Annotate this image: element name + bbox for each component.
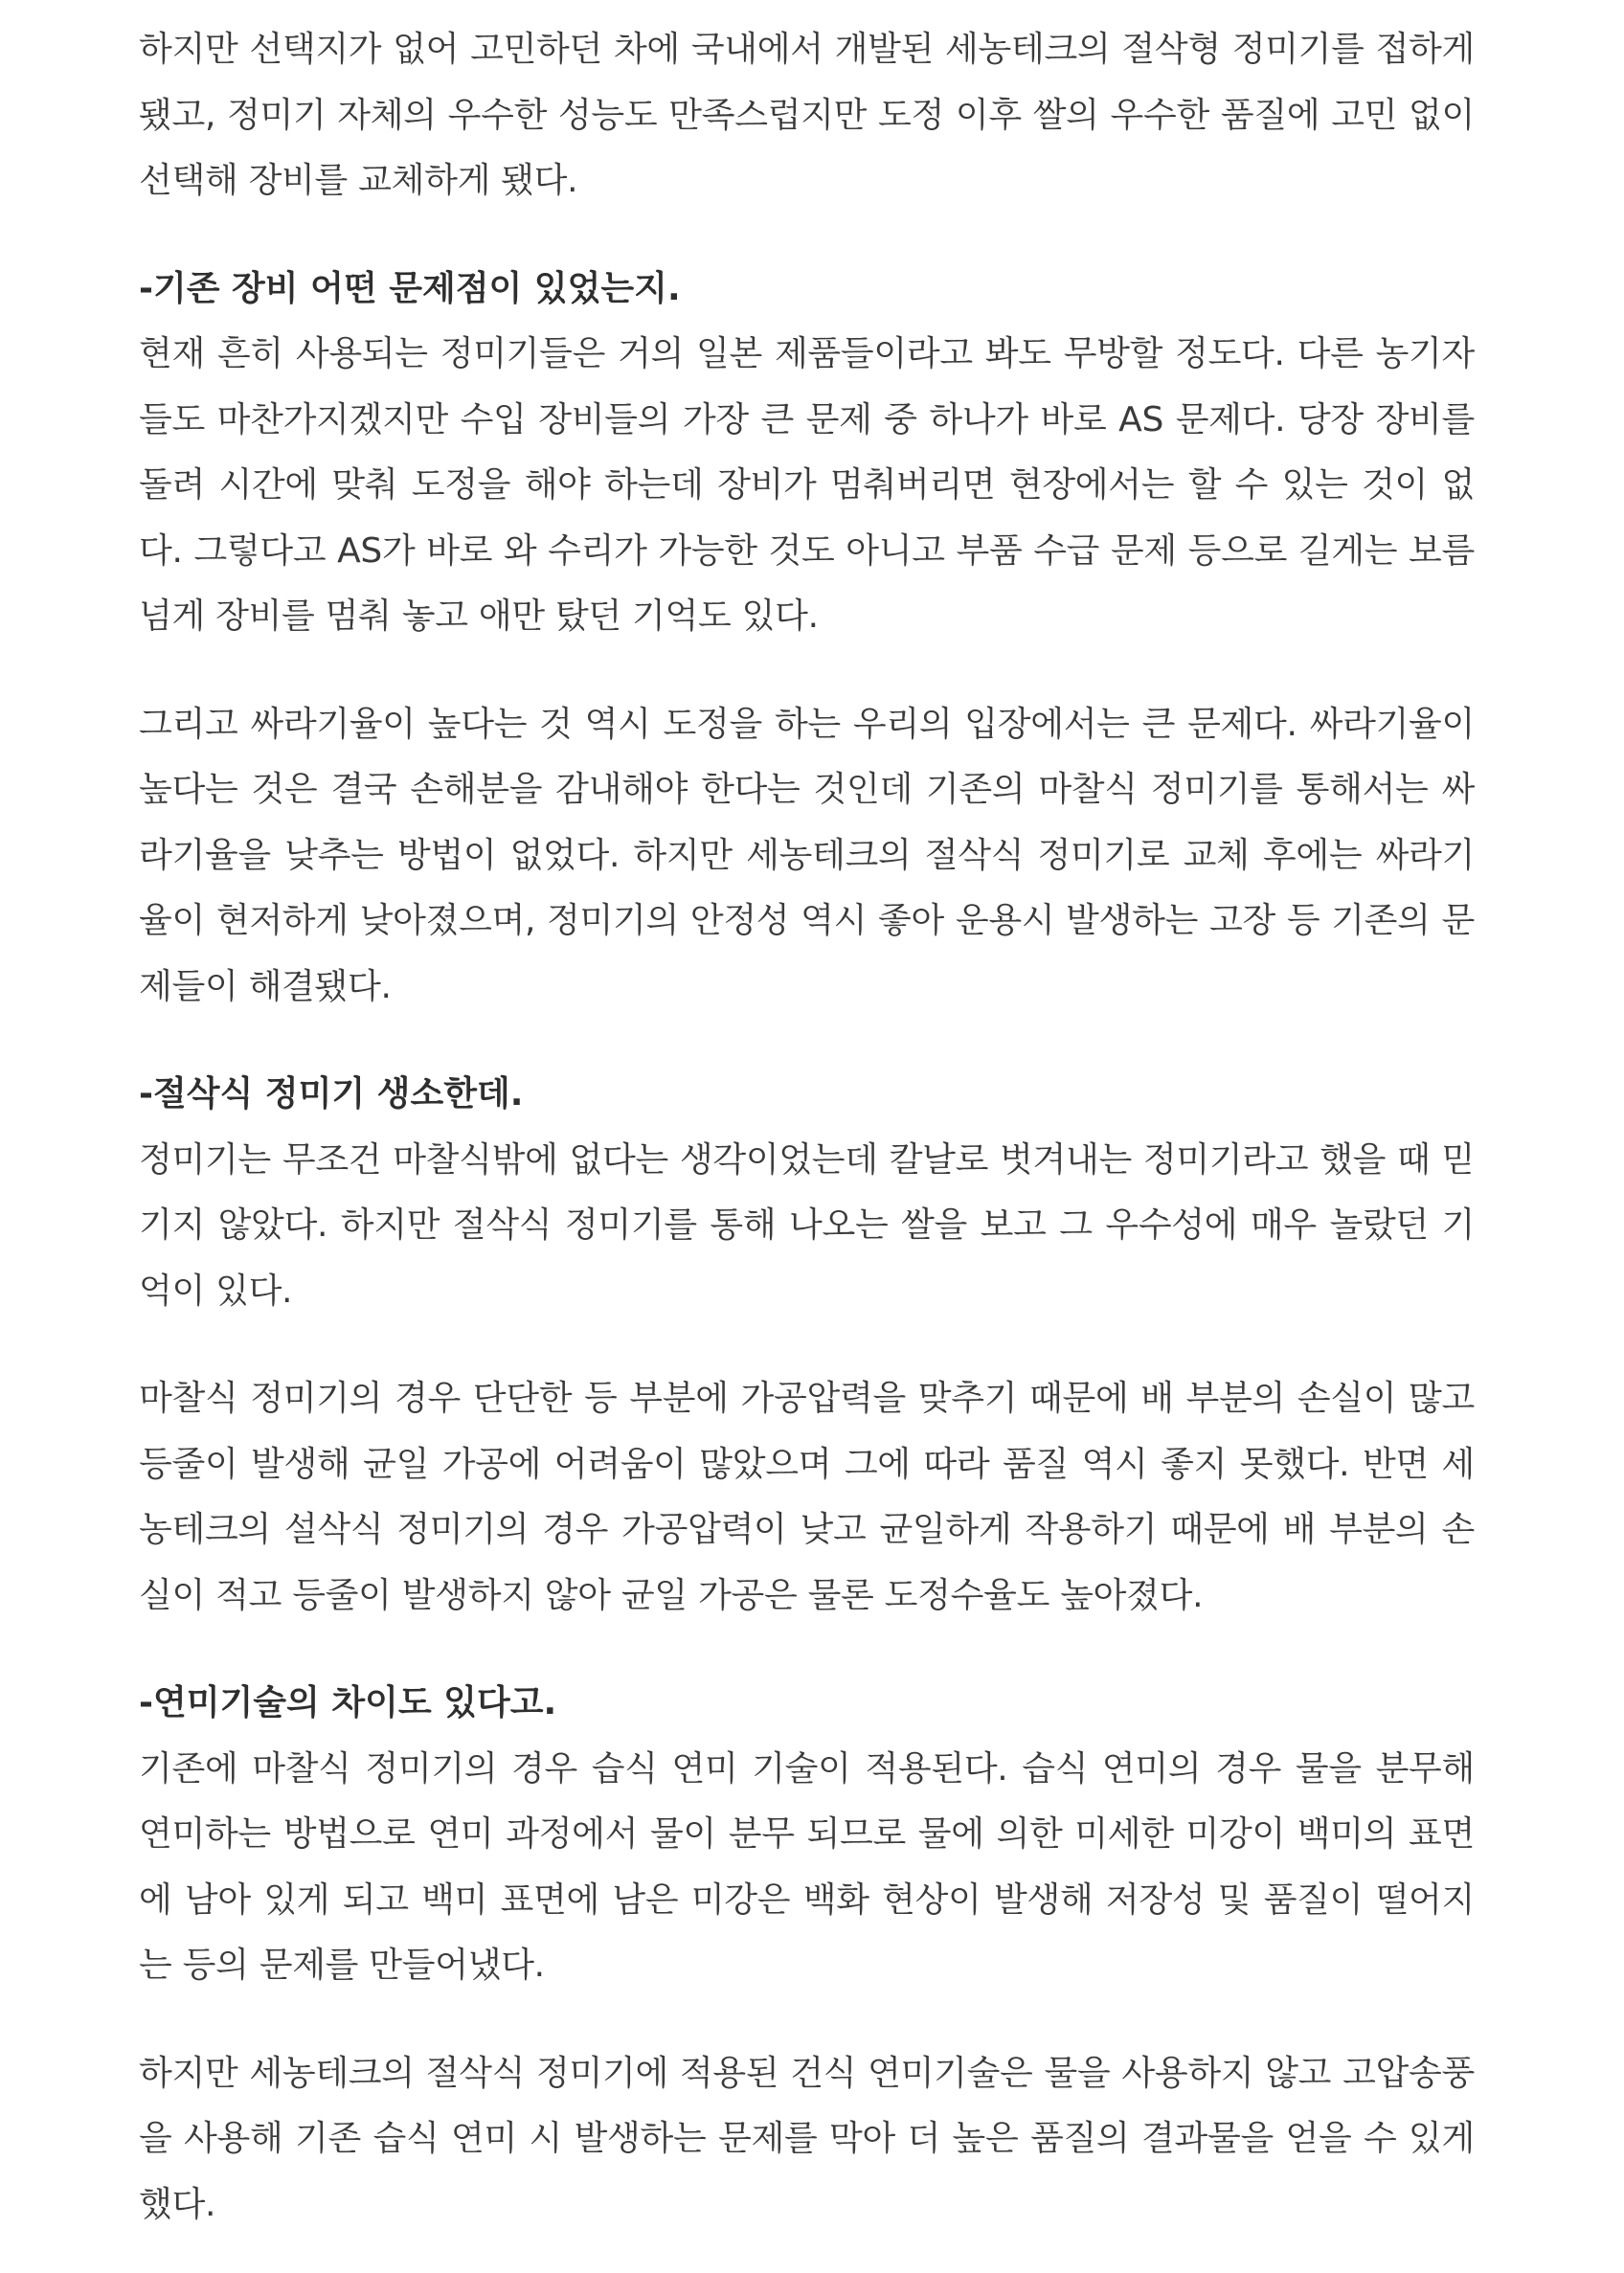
paragraph-intro: 하지만 선택지가 없어 고민하던 차에 국내에서 개발된 세농테크의 절삭형 정미기를 접하게 됐고, 정미기 자체의 우수한 성능도 만족스럽지만 도정 이후 쌀의 우수한 품질에 고민 없이 선택해 장비를 교체하게 됐다.	[139, 30, 1475, 200]
paragraph-gap	[139, 1999, 1475, 2041]
section-heading-cutting-mill: -절삭식 정미기 생소한데.	[139, 1074, 524, 1114]
document-page	[139, 17, 1475, 2238]
paragraph-gap	[139, 214, 1475, 257]
paragraph-gap	[139, 1324, 1475, 1366]
paragraph-dry-polishing: 하지만 세농테크의 절삭식 정미기에 적용된 건식 연미기술은 물을 사용하지 않고 고압송풍을 사용해 기존 습식 연미 시 발생하는 문제를 막아 더 높은 품질의 결과물을 얻을 수 있게 했다.	[139, 2053, 1475, 2224]
paragraph-gap	[139, 650, 1475, 692]
paragraph-gap	[139, 1629, 1475, 1671]
paragraph-broken-rice-rate: 그리고 싸라기율이 높다는 것 역시 도정을 하는 우리의 입장에서는 큰 문제다. 싸라기율이 높다는 것은 결국 손해분을 감내해야 한다는 것인데 기존의 마찰식 정미기를 통해서는 싸라기율을 낮추는 방법이 없었다. 하지만 세농테크의 절삭식 정미기로 교체 후에는 싸라기율이 현저하게 낮아졌으며, 정미기의 안정성 역시 좋아 운용시 발생하는 고장 등 기존의 문제들이 해결됐다.	[139, 704, 1475, 1006]
paragraph-gap	[139, 1020, 1475, 1062]
paragraph-cutting-mill-impression: 정미기는 무조건 마찰식밖에 없다는 생각이었는데 칼날로 벗겨내는 정미기라고 했을 때 믿기지 않았다. 하지만 절삭식 정미기를 통해 나오는 쌀을 보고 그 우수성에 매우 놀랐던 기억이 있다.	[139, 1139, 1475, 1311]
section-heading-equipment-problems: -기존 장비 어떤 문제점이 있었는지.	[139, 268, 681, 308]
paragraph-wet-polishing: 기존에 마찰식 정미기의 경우 습식 연미 기술이 적용된다. 습식 연미의 경우 물을 분무해 연미하는 방법으로 연미 과정에서 물이 분무 되므로 물에 의한 미세한 미강이 백미의 표면에 남아 있게 되고 백미 표면에 남은 미강은 백화 현상이 발생해 저장성 및 품질이 떨어지는 등의 문제를 만들어냈다.	[139, 1748, 1475, 1985]
paragraph-friction-vs-cutting: 마찰식 정미기의 경우 단단한 등 부분에 가공압력을 맞추기 때문에 배 부분의 손실이 많고 등줄이 발생해 균일 가공에 어려움이 많았으며 그에 따라 품질 역시 좋지 못했다. 반면 세농테크의 설삭식 정미기의 경우 가공압력이 낮고 균일하게 작용하기 때문에 배 부분의 손실이 적고 등줄이 발생하지 않아 균일 가공은 물론 도정수율도 높아졌다.	[139, 1379, 1475, 1615]
paragraph-as-problem: 현재 흔히 사용되는 정미기들은 거의 일본 제품들이라고 봐도 무방할 정도다. 다른 농기자들도 마찬가지겠지만 수입 장비들의 가장 큰 문제 중 하나가 바로 AS 문제다. 당장 장비를 돌려 시간에 맞춰 도정을 해야 하는데 장비가 멈춰버리면 현장에서는 할 수 있는 것이 없다. 그렇다고 AS가 바로 와 수리가 가능한 것도 아니고 부품 수급 문제 등으로 길게는 보름 넘게 장비를 멈춰 놓고 애만 탔던 기억도 있다.	[139, 334, 1475, 636]
section-heading-polishing-tech: -연미기술의 차이도 있다고.	[139, 1683, 557, 1722]
